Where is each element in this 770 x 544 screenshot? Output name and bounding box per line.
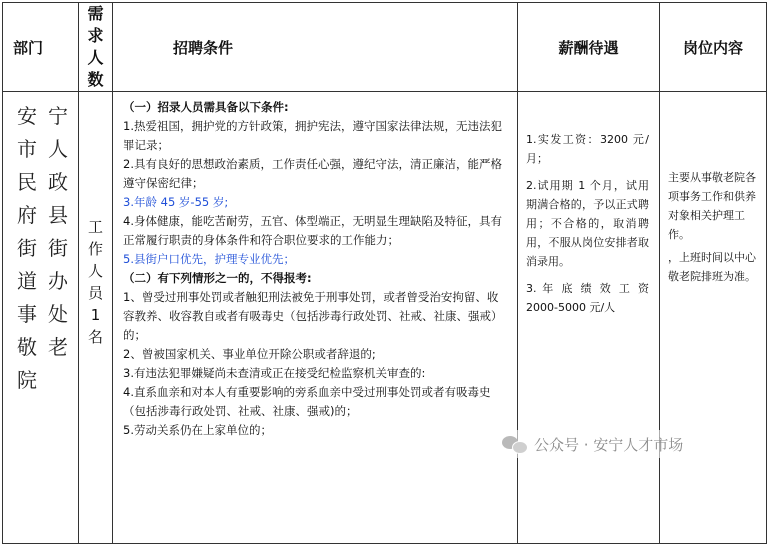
salary-item: 1.实发工资：3200 元/月； (526, 133, 649, 165)
exclusion-item: 1、曾受过刑事处罚或者触犯刑法被免于刑事处罚，或者曾受治安拘留、收容教养、收容教自或者有吸毒史（包括涉毒行政处罚、社戒、社康、强戒）的； (123, 290, 503, 342)
header-count-label: 需求人数 (87, 4, 104, 89)
header-dept: 部门 (3, 3, 79, 92)
requirements-cell (113, 92, 518, 544)
requirements-section2-title: （二）有下列情形之一的，不得报考: (123, 271, 312, 285)
position-row (3, 92, 767, 544)
dept-name-left-column: 安市民府街道事敬院 (17, 104, 37, 392)
requirement-item: 2.具有良好的思想政治素质，工作责任心强，遵纪守法，清正廉洁，能严格遵守保密纪律； (123, 157, 502, 190)
dept-cell (3, 92, 79, 544)
header-salary: 薪酬待遇 (518, 3, 660, 92)
requirement-item-age: 3.年龄 45 岁-55 岁; (123, 195, 229, 209)
header-requirements: 招聘条件 (113, 3, 518, 92)
duties-cell (660, 92, 767, 544)
watermark (498, 430, 687, 458)
salary-cell (518, 92, 660, 544)
exclusion-item: 2、曾被国家机关、事业单位开除公职或者辞退的; (123, 347, 376, 361)
exclusion-item: 5.劳动关系仍在上家单位的； (123, 423, 272, 437)
exclusion-item: 3.有违法犯罪嫌疑尚未查清或正在接受纪检监察机关审查的: (123, 366, 426, 380)
count-value: 工作人员1名 (87, 218, 103, 346)
dept-name-right-column: 宁人政县街办处老 (48, 104, 68, 359)
requirement-item: 1.热爱祖国，拥护党的方针政策，拥护宪法，遵守国家法律法规，无违法犯罪记录； (123, 119, 502, 152)
duty-item: ，上班时间以中心敬老院排班为准。 (668, 251, 756, 283)
salary-item: 3. 年 底 绩 效 工 资 2000-5000 元/人 (526, 282, 649, 314)
header-count (79, 3, 113, 92)
requirements-section1-title: （一）招录人员需具备以下条件: (123, 100, 289, 114)
header-duties: 岗位内容 (660, 3, 767, 92)
count-cell (79, 92, 113, 544)
salary-item: 2.试用期 1 个月，试用期满合格的，予以正式聘用；不合格的，取消聘用，不服从岗位安排者取消录用。 (526, 179, 649, 268)
exclusion-item: 4.直系血亲和对本人有重要影响的旁系血亲中受过刑事处罚或者有吸毒史（包括涉毒行政处罚、社戒、社康、强戒)的； (123, 385, 491, 418)
watermark-text: 公众号 · 安宁人才市场 (534, 435, 684, 454)
duty-item: 主要从事敬老院各项事务工作和供养对象相关护理工作。 (668, 171, 756, 241)
recruitment-table (2, 2, 767, 544)
header-row (3, 3, 767, 92)
requirement-item-priority: 5.县街户口优先，护理专业优先； (123, 252, 295, 266)
wechat-icon (502, 434, 528, 454)
requirement-item: 4.身体健康，能吃苦耐劳，五官、体型端正，无明显生理缺陷及特征，具有正常履行职责的身体条件和符合职位要求的工作能力； (123, 214, 502, 247)
